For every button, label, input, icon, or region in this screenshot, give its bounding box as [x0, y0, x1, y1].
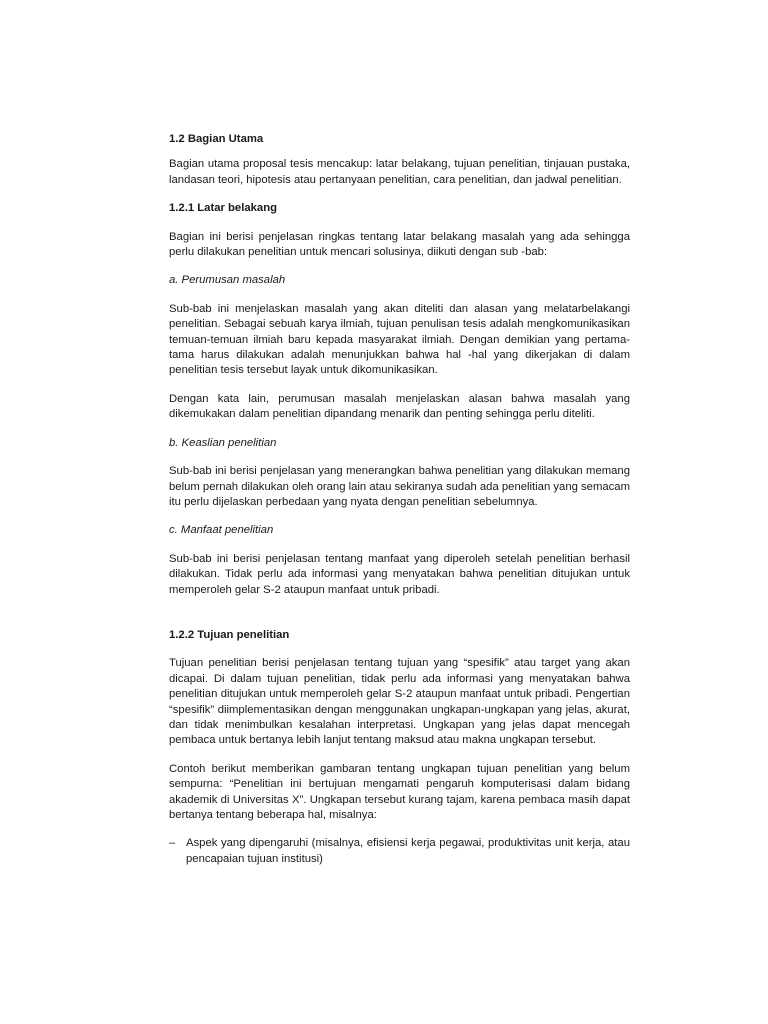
list-dash: –: [169, 837, 176, 850]
latar-belakang-paragraph: Bagian ini berisi penjelasan ringkas tentang latar belakang masalah yang ada sehingga perlu dilakukan penelitian untuk mencari solusinya, diikuti dengan sub -bab:: [169, 230, 630, 259]
intro-paragraph: Bagian utama proposal tesis mencakup: latar belakang, tujuan penelitian, tinjauan pustaka, landasan teori, hipotesis atau pertanyaan penelitian, cara penelitian, dan jadwal penelitian.: [169, 158, 630, 186]
tujuan-heading: 1.2.2 Tujuan penelitian: [169, 628, 290, 641]
keaslian-heading: b. Keaslian penelitian: [169, 436, 277, 449]
manfaat-paragraph: Sub-bab ini berisi penjelasan tentang manfaat yang diperoleh setelah penelitian berhasil dilakukan. Tidak perlu ada informasi yang menyatakan bahwa penelitian ditujukan untuk memperoleh gelar S-2 ataupun manfaat untuk pribadi.: [169, 552, 630, 596]
tujuan-paragraph-1: Tujuan penelitian berisi penjelasan tentang tujuan yang “spesifik” atau target yang akan dicapai. Di dalam tujuan penelitian, tidak perlu ada informasi yang menyatakan bahwa penelitian ditujukan untuk memperoleh gelar S-2 ataupun manfaat untuk pribadi. Pengertian “spesifik” diimplementasikan dengan menggunakan ungkapan-ungkapan yang jelas, akurat, dan tidak menimbulkan kesalahan interpretasi. Ungkapan yang jelas dapat mencegah pembaca untuk bertanya lebih lanjut tentang maksud atau makna ungkapan tersebut.: [169, 657, 630, 747]
list-item: [169, 836, 630, 867]
perumusan-masalah-heading: a. Perumusan masalah: [169, 274, 286, 287]
latar-belakang-heading: 1.2.1 Latar belakang: [169, 202, 277, 215]
perumusan-paragraph-1: Sub-bab ini menjelaskan masalah yang akan diteliti dan alasan yang melatarbelakangi penelitian. Sebagai sebuah karya ilmiah, tujuan penulisan tesis adalah mengkomunikasikan temuan-temuan ilmiah baru kepada masyarakat ilmiah. Dengan demikian yang pertama-tama harus dilakukan adalah menunjukkan bahwa hal -hal yang dikerjakan di dalam penelitian tesis tersebut layak untuk dikomunikasikan.: [169, 302, 630, 377]
keaslian-paragraph: Sub-bab ini berisi penjelasan yang menerangkan bahwa penelitian yang dilakukan memang belum pernah dilakukan oleh orang lain atau sekiranya sudah ada penelitian yang semacam itu perlu dijelaskan perbedaan yang nyata dengan penelitian sebelumnya.: [169, 465, 630, 508]
document-page: [169, 132, 630, 867]
section-heading: 1.2 Bagian Utama: [169, 133, 264, 145]
perumusan-paragraph-2: Dengan kata lain, perumusan masalah menjelaskan alasan bahwa masalah yang dikemukakan dalam penelitian dipandang menarik dan penting sehingga perlu diteliti.: [169, 392, 630, 421]
tujuan-paragraph-2: Contoh berikut memberikan gambaran tentang ungkapan tujuan penelitian yang belum sempurna: “Penelitian ini bertujuan mengamati pengaruh komputerisasi dalam bidang akademik di Universitas X”. Ungkapan tersebut kurang tajam, karena pembaca masih dapat bertanya tentang beberapa hal, misalnya:: [169, 762, 630, 821]
manfaat-heading: c. Manfaat penelitian: [169, 524, 274, 537]
list-item-text: Aspek yang dipengaruhi (misalnya, efisiensi kerja pegawai, produktivitas unit kerja, atau pencapaian tujuan institusi): [186, 837, 630, 865]
